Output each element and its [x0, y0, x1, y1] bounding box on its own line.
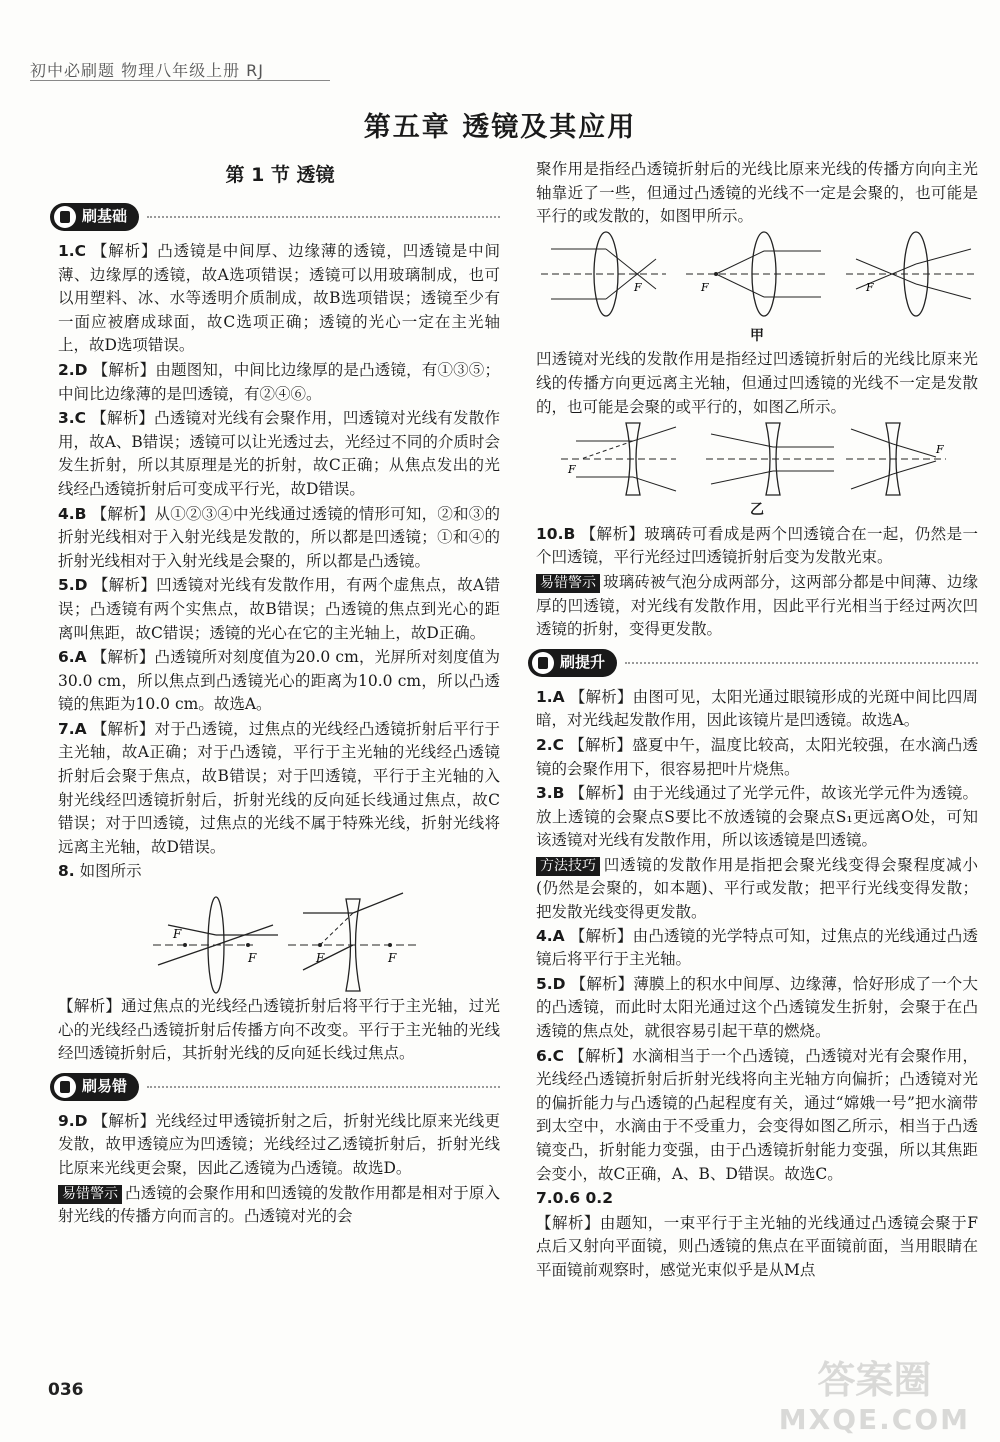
convex-case-1 — [541, 232, 666, 316]
answer-num: 3.B — [536, 784, 565, 803]
warning-tag: 易错警示 — [58, 1185, 122, 1204]
watermark-logo — [779, 1360, 970, 1440]
answer-num: 5.D — [536, 974, 566, 993]
concave-lens-diagrams — [536, 419, 978, 499]
answer-num: 1.C — [58, 242, 87, 260]
answer-item-9 — [58, 1110, 500, 1181]
answer-text: 【解析】薄膜上的积水中间厚、边缘薄，恰好形成了一个大的凸透镜，而此时太阳光通过这个凸透镜发生折射，会聚于在凸透镜的焦点处，就很容易引起干草的燃烧。 — [536, 974, 978, 1041]
answer-text: 【解析】凸透镜是中间厚、边缘薄的透镜，凹透镜是中间薄、边缘厚的透镜，故A选项错误；透镜可以用玻璃制成，也可以用塑料、冰、水等透明介质制成，故B选项错误；透镜至少有一面应被磨成球面，故C选项正确；透镜的光心一定在主光轴上，故D选项错误。 — [58, 242, 500, 355]
focal-label: F — [866, 280, 874, 294]
focal-label: F — [316, 951, 325, 966]
figure-yi — [536, 419, 978, 523]
page-number: 036 — [48, 1380, 84, 1400]
answer-text: 【解析】凸透镜对光线有会聚作用，凹透镜对光线有发散作用，故A、B错误；透镜可以让光透过去，光经过不同的介质时会发生折射，所以其原理是光的折射，故C正确；从焦点发出的光线经凸透镜折射后可变成平行光，故D错误。 — [58, 409, 500, 498]
figure-caption-yi: 乙 — [750, 502, 764, 519]
section-title: 第 1 节 透镜 — [225, 164, 335, 186]
answer-num: 7.0.6 0.2 — [536, 1189, 613, 1208]
answer-item-3 — [58, 407, 500, 501]
concave-explanation: 凹透镜对光线的发散作用是指经过凹透镜折射后的光线比原来光线的传播方向更远离主光轴，但通过凹透镜的光线不一定是发散的，也可能是会聚的或平行的，如图乙所示。 — [536, 350, 978, 416]
answer-text: 【解析】由凸透镜的光学特点可知，过焦点的光线通过凸透镜后将平行于主光轴。 — [536, 926, 978, 969]
convex-case-3 — [846, 232, 974, 316]
focal-label: F — [936, 443, 944, 457]
focal-label: F — [634, 280, 642, 294]
answer-item-7 — [58, 718, 500, 860]
answer-text: 如图所示 — [79, 862, 142, 881]
banner-improve-label: 刷提升 — [560, 652, 606, 671]
answer-num: 4.B — [58, 504, 87, 523]
running-header: 初中必刷题 物理八年级上册 RJ — [30, 61, 265, 80]
book-icon — [54, 206, 76, 228]
watermark-url: MXQE.COM — [778, 1403, 970, 1436]
book-icon — [532, 652, 554, 674]
answer-num: 7.A — [58, 719, 87, 738]
answer-num: 1.A — [536, 687, 565, 706]
ray-diagram-q8 — [58, 885, 500, 995]
answer-item-1 — [58, 240, 500, 358]
focal-label: F — [388, 951, 397, 966]
analysis-r7: 【解析】由题知，一束平行于主光轴的光线通过凸透镜会聚于F点后又射向平面镜，则凸透镜的焦点在平面镜前面，当用眼睛在平面镜前观察时，感觉光束似乎是从M点 — [536, 1213, 978, 1279]
answer-text: 【解析】从①②③④中光线通过透镜的情形可知，②和③的折射光线相对于入射光线是发散的，所以都是凹透镜；①和④的折射光线相对于入射光线是会聚的，所以都是凸透镜。 — [58, 504, 500, 570]
figure-q8 — [58, 885, 500, 995]
answer-item-5 — [58, 574, 500, 645]
answer-text: 【解析】光线经过甲透镜折射之后，折射光线比原来光线更发散，故甲透镜应为凹透镜；光线经过乙透镜折射后，折射光线比原来光线更会聚，因此乙透镜为凸透镜。故选D。 — [58, 1111, 500, 1177]
banner-divider — [147, 1086, 500, 1088]
warning-tag: 易错警示 — [536, 574, 600, 593]
improve-item-5 — [536, 973, 978, 1044]
figure-caption-jia: 甲 — [750, 327, 764, 344]
concave-case-3 — [846, 423, 946, 495]
banner-improve — [528, 646, 978, 680]
answer-text: 【解析】由于光线通过了光学元件，故该光学元件为透镜。放上透镜的会聚点S要比不放透镜的会聚点S₁更远离O处，可知该透镜对光线有发散作用，所以该透镜是凹透镜。 — [536, 784, 978, 850]
concave-case-1 — [561, 423, 676, 495]
answer-item-4 — [58, 503, 500, 574]
right-column — [536, 158, 978, 1283]
answer-num: 8. — [58, 862, 75, 881]
note-q10 — [536, 571, 978, 642]
focal-label: F — [568, 463, 576, 477]
banner-basic — [50, 200, 500, 234]
analysis-q8: 【解析】通过焦点的光线经凸透镜折射后将平行于主光轴，过光心的光线经凸透镜折射后传播方向不改变。平行于主光轴的光线经凹透镜折射后，其折射光线的反向延长线过焦点。 — [58, 997, 500, 1063]
improve-item-1 — [536, 686, 978, 733]
improve-item-6 — [536, 1045, 978, 1187]
banner-basic-label: 刷基础 — [82, 207, 128, 226]
answer-num: 4.A — [536, 926, 565, 945]
improve-item-2 — [536, 734, 978, 781]
answer-text: 【解析】由题图知，中间比边缘厚的是凸透镜，有①③⑤；中间比边缘薄的是凹透镜，有②④⑥。 — [58, 360, 500, 403]
answer-item-2 — [58, 359, 500, 406]
banner-error — [50, 1070, 500, 1104]
focal-label: F — [248, 951, 257, 966]
answer-num: 5.D — [58, 576, 88, 595]
answer-num: 2.D — [58, 360, 88, 379]
note-r3 — [536, 854, 978, 925]
answer-text: 【解析】凸透镜所对刻度值为20.0 cm，光屏所对刻度值为30.0 cm，所以焦点到凸透镜光心的距离为10.0 cm，所以凸透镜的焦距为10.0 cm。故选A。 — [58, 648, 500, 714]
focal-label: F — [701, 280, 709, 294]
method-tag: 方法技巧 — [536, 857, 600, 876]
answer-num: 2.C — [536, 735, 565, 754]
answer-text: 【解析】凹透镜对光线有发散作用，有两个虚焦点，故A错误；凸透镜有两个实焦点，故B错误；凸透镜的焦点到光心的距离叫焦距，故C错误；透镜的光心在它的主光轴上，故D正确。 — [58, 576, 500, 642]
note-text: 凹透镜的发散作用是指把会聚光线变得会聚程度减小(仍然是会聚的，如本题)、平行或发散；把平行光线变得发散；把发散光线变得更发散。 — [536, 855, 978, 922]
book-icon — [54, 1076, 76, 1098]
concave-case-2 — [706, 423, 836, 495]
answer-text: 【解析】水滴相当于一个凸透镜，凸透镜对光有会聚作用，光线经凸透镜折射后折射光线将向主光轴方向偏折；凸透镜对光的偏折能力与凸透镜的凸起程度有关，通过“嫦娥一号”把水滴带到太空中，水滴由于不受重力，会变得如图乙所示，相当于凸透镜变凸，折射能力变强，由于凸透镜折射能力变强，所以其焦距会变小，故C正确，A、B、D错误。故选C。 — [536, 1046, 978, 1183]
improve-item-3 — [536, 782, 978, 853]
note-text: 玻璃砖被气泡分成两部分，这两部分都是中间薄、边缘厚的凹透镜，对光线有发散作用，因此平行光相当于经过两次凹透镜的折射，变得更发散。 — [536, 572, 978, 639]
continuation-text: 聚作用是指经凸透镜折射后的光线比原来光线的传播方向向主光轴靠近了一些，但通过凸透镜的光线不一定是会聚的，也可能是平行的或发散的，如图甲所示。 — [536, 160, 978, 226]
improve-item-7 — [536, 1187, 978, 1211]
banner-divider — [147, 216, 500, 218]
watermark-text: 答案圈 — [817, 1358, 932, 1402]
answer-item-6 — [58, 646, 500, 717]
focal-label: F — [173, 927, 182, 942]
convex-lens-diagrams — [536, 229, 978, 325]
banner-divider — [625, 662, 978, 664]
answer-item-10 — [536, 523, 978, 570]
header-rule — [30, 80, 330, 81]
answer-item-8 — [58, 860, 500, 884]
left-column — [58, 196, 500, 1229]
answer-num: 3.C — [58, 409, 87, 428]
convex-case-2 — [686, 232, 826, 316]
answer-num: 10.B — [536, 524, 576, 543]
answer-text: 【解析】玻璃砖可看成是两个凹透镜合在一起，仍然是一个凹透镜，平行光经过凹透镜折射后变为发散光束。 — [536, 524, 978, 567]
figure-jia — [536, 229, 978, 349]
answer-num: 9.D — [58, 1111, 88, 1130]
note-q9 — [58, 1182, 500, 1229]
answer-text: 【解析】盛夏中午，温度比较高，太阳光较强，在水滴凸透镜的会聚作用下，很容易把叶片烧焦。 — [536, 735, 978, 778]
banner-error-label: 刷易错 — [82, 1077, 128, 1096]
note-text: 凸透镜的会聚作用和凹透镜的发散作用都是相对于原入射光线的传播方向而言的。凸透镜对光的会 — [58, 1183, 500, 1226]
answer-num: 6.A — [58, 648, 87, 667]
chapter-title: 第五章 透镜及其应用 — [363, 112, 637, 143]
answer-text: 【解析】对于凸透镜，过焦点的光线经凸透镜折射后平行于主光轴，故A正确；对于凸透镜，平行于主光轴的光线经凸透镜折射后会聚于焦点，故B错误；对于凹透镜，平行于主光轴的入射光线经凹透镜折射后，折射光线的反向延长线通过焦点，故C错误；对于凹透镜，过焦点的光线不属于特殊光线，折射光线将远离主光轴，故D错误。 — [58, 719, 500, 856]
answer-num: 6.C — [536, 1046, 565, 1065]
answer-text: 【解析】由图可见，太阳光通过眼镜形成的光斑中间比四周暗，对光线起发散作用，因此该镜片是凹透镜。故选A。 — [536, 687, 978, 730]
improve-item-4 — [536, 925, 978, 972]
